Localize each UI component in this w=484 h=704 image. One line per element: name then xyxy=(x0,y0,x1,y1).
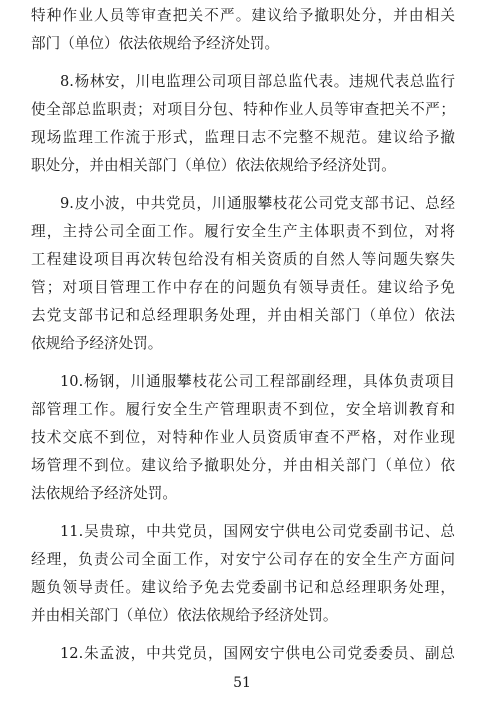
text-line: 11.吴贵琼，中共党员，国网安宁供电公司党委副书记、总 xyxy=(60,523,455,540)
text-line: 特种作业人员等审查把关不严。建议给予撤职处分，并由相关 xyxy=(31,7,455,24)
page-number: 51 xyxy=(233,675,251,691)
text-line: 并由相关部门（单位）依法依规给予经济处罚。 xyxy=(31,607,338,624)
text-line: 职处分，并由相关部门（单位）依法依规给予经济处罚。 xyxy=(31,157,396,174)
text-line: 工程建设项目再次转包给没有相关资质的自然人等问题失察失 xyxy=(31,251,455,268)
text-line: 法依规给予经济处罚。 xyxy=(31,485,177,502)
text-line: 去党支部书记和总经理职务处理，并由相关部门（单位）依法 xyxy=(31,307,455,324)
text-line: 9.皮小波，中共党员，川通服攀枝花公司党支部书记、总经 xyxy=(60,195,455,212)
text-line: 技术交底不到位，对特种作业人员资质审查不严格，对作业现 xyxy=(31,429,455,446)
text-line: 现场监理工作流于形式，监理日志不完整不规范。建议给予撤 xyxy=(31,129,455,146)
text-line: 10.杨钢，川通服攀枝花公司工程部副经理，具体负责项目 xyxy=(60,373,455,390)
text-line: 经理，负责公司全面工作，对安宁公司存在的安全生产方面问 xyxy=(31,551,455,568)
text-line: 理，主持公司全面工作。履行安全生产主体职责不到位，对将 xyxy=(31,223,455,240)
text-line: 使全部总监职责；对项目分包、特种作业人员等审查把关不严； xyxy=(31,101,455,118)
text-line: 部门（单位）依法依规给予经济处罚。 xyxy=(31,35,280,52)
text-line: 12.朱孟波，中共党员，国网安宁供电公司党委委员、副总 xyxy=(60,645,455,662)
text-line: 题负领导责任。建议给予免去党委副书记和总经理职务处理， xyxy=(31,579,455,596)
text-line: 8.杨林安，川电监理公司项目部总监代表。违规代表总监行 xyxy=(60,73,455,90)
text-line: 部管理工作。履行安全生产管理职责不到位，安全培训教育和 xyxy=(31,401,455,418)
text-line: 场管理不到位。建议给予撤职处分，并由相关部门（单位）依 xyxy=(31,457,455,474)
text-line: 管；对项目管理工作中存在的问题负有领导责任。建议给予免 xyxy=(31,279,455,296)
text-line: 依规给予经济处罚。 xyxy=(31,335,163,352)
